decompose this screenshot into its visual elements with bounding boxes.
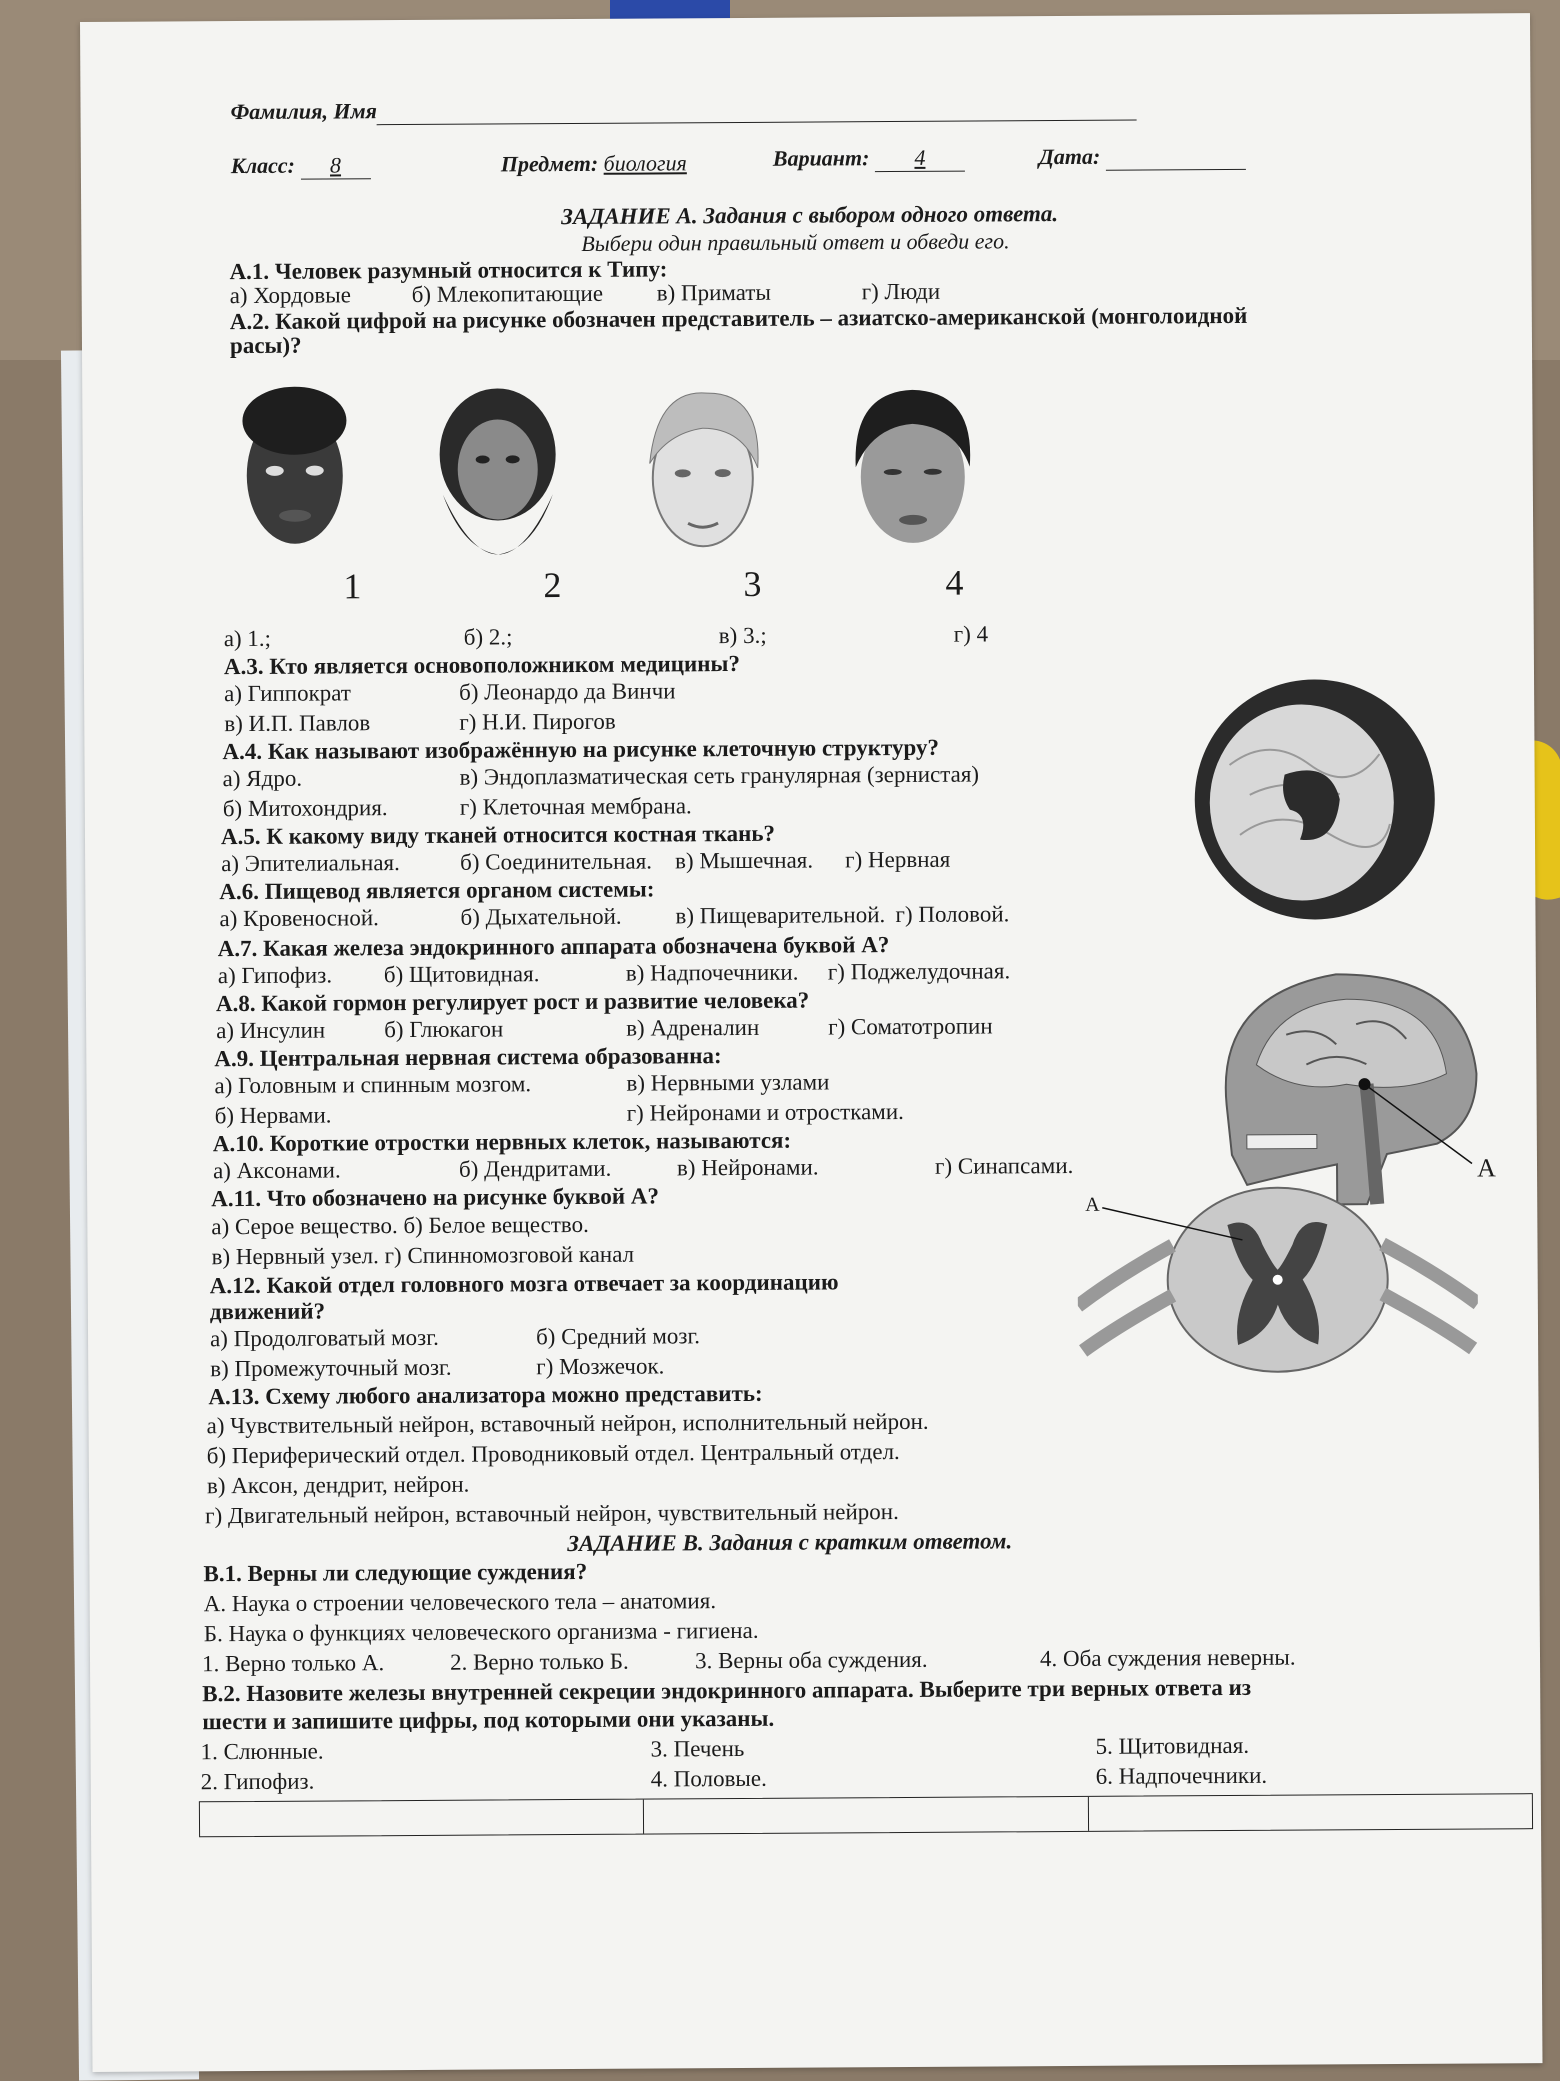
question-a12: А.12. Какой отдел головного мозга отвечает за координацию bbox=[209, 1269, 839, 1299]
face-figure-4 bbox=[837, 371, 988, 572]
date-label: Дата: bbox=[1038, 143, 1101, 170]
option-a13-d[interactable]: г) Двигательный нейрон, вставочный нейрон, чувствительный нейрон. bbox=[205, 1499, 899, 1529]
answer-cell-3[interactable] bbox=[1089, 1794, 1533, 1831]
question-a11: А.11. Что обозначено на рисунке буквой А? bbox=[211, 1183, 660, 1212]
option-b2-6[interactable]: 6. Надпочечники. bbox=[1095, 1762, 1268, 1789]
option-a11-cd[interactable]: в) Нервный узел. г) Спинномозговой канал bbox=[211, 1241, 635, 1270]
face-figure-1 bbox=[232, 375, 363, 576]
option-a3-d[interactable]: г) Н.И. Пирогов bbox=[459, 708, 616, 735]
brain-label-a: А bbox=[1476, 1153, 1496, 1183]
option-a6-c[interactable]: в) Пищеварительной. bbox=[675, 902, 886, 929]
spinal-label-a: А bbox=[1085, 1193, 1100, 1216]
option-a10-a[interactable]: а) Аксонами. bbox=[212, 1157, 341, 1184]
option-a5-b[interactable]: б) Соединительная. bbox=[460, 848, 653, 875]
subject-label: Предмет: bbox=[500, 150, 599, 177]
option-a1-d[interactable]: г) Люди bbox=[861, 278, 941, 305]
answer-table bbox=[199, 1793, 1533, 1837]
variant-label: Вариант: bbox=[772, 145, 870, 171]
face-number-4: 4 bbox=[945, 562, 964, 603]
option-a3-a[interactable]: а) Гиппократ bbox=[224, 680, 351, 707]
class-value: 8 bbox=[300, 152, 370, 179]
question-a1: А.1. Человек разумный относится к Типу: bbox=[229, 256, 668, 285]
section-b-title: ЗАДАНИЕ В. Задания с кратким ответом. bbox=[567, 1528, 1013, 1557]
option-a4-a[interactable]: а) Ядро. bbox=[222, 765, 303, 792]
option-a4-d[interactable]: г) Клеточная мембрана. bbox=[459, 793, 692, 820]
question-b2-cont: шести и запишите цифры, под которыми они указаны. bbox=[202, 1705, 775, 1735]
name-line bbox=[377, 94, 1137, 126]
option-a2-d[interactable]: г) 4 bbox=[953, 621, 989, 647]
option-a4-b[interactable]: б) Митохондрия. bbox=[222, 795, 388, 822]
option-b2-5[interactable]: 5. Щитовидная. bbox=[1095, 1732, 1250, 1759]
answer-cell-2[interactable] bbox=[644, 1797, 1089, 1834]
question-a12-cont: движений? bbox=[209, 1298, 326, 1325]
option-a2-c[interactable]: в) 3.; bbox=[718, 622, 767, 649]
test-sheet bbox=[80, 13, 1542, 2072]
question-a3: А.3. Кто является основоположником медицины? bbox=[223, 650, 741, 680]
name-field bbox=[230, 94, 1137, 127]
option-a12-c[interactable]: в) Промежуточный мозг. bbox=[210, 1354, 452, 1382]
option-b2-1[interactable]: 1. Слюнные. bbox=[200, 1738, 324, 1765]
option-a3-b[interactable]: б) Леонардо да Винчи bbox=[459, 678, 676, 705]
option-a5-c[interactable]: в) Мышечная. bbox=[675, 847, 814, 874]
option-a7-d[interactable]: г) Поджелудочная. bbox=[827, 958, 1011, 985]
face-figure-2 bbox=[412, 374, 583, 585]
option-a4-c[interactable]: в) Эндоплазматическая сеть гранулярная (зернистая) bbox=[459, 761, 980, 790]
statement-b1-b: Б. Наука о функциях человеческого организма - гигиена. bbox=[203, 1617, 759, 1647]
option-a7-b[interactable]: б) Щитовидная. bbox=[383, 961, 540, 988]
option-a3-c[interactable]: в) И.П. Павлов bbox=[224, 710, 371, 737]
subject-field bbox=[501, 150, 687, 177]
class-label: Класс: bbox=[230, 152, 296, 179]
question-a10: А.10. Короткие отростки нервных клеток, называются: bbox=[212, 1127, 792, 1157]
option-b2-4[interactable]: 4. Половые. bbox=[650, 1765, 767, 1792]
face-number-2: 2 bbox=[543, 565, 562, 606]
option-b2-2[interactable]: 2. Гипофиз. bbox=[200, 1768, 315, 1795]
option-a12-a[interactable]: а) Продолговатый мозг. bbox=[209, 1324, 439, 1352]
option-a8-d[interactable]: г) Соматотропин bbox=[828, 1013, 993, 1040]
class-field bbox=[231, 152, 371, 180]
option-a5-a[interactable]: а) Эпителиальная. bbox=[221, 850, 400, 877]
question-a2: А.2. Какой цифрой на рисунке обозначен представитель – азиатско-американской (монголоидной bbox=[229, 302, 1248, 335]
question-a4: А.4. Как называют изображённую на рисунке клеточную структуру? bbox=[222, 734, 939, 765]
question-a5: А.5. К какому виду тканей относится костная ткань? bbox=[220, 820, 776, 850]
answer-cell-1[interactable] bbox=[200, 1800, 645, 1837]
option-a13-a[interactable]: а) Чувствительный нейрон, вставочный нейрон, исполнительный нейрон. bbox=[206, 1408, 929, 1439]
option-a12-b[interactable]: б) Средний мозг. bbox=[535, 1323, 701, 1350]
question-a6: А.6. Пищевод является органом системы: bbox=[219, 876, 655, 905]
spinal-cord-figure bbox=[1077, 1183, 1478, 1375]
option-a2-b[interactable]: б) 2.; bbox=[463, 624, 513, 650]
option-b1-1[interactable]: 1. Верно только А. bbox=[201, 1650, 385, 1677]
option-a11-ab[interactable]: а) Серое вещество. б) Белое вещество. bbox=[211, 1211, 589, 1240]
option-a8-b[interactable]: б) Глюкагон bbox=[384, 1016, 504, 1043]
option-a7-a[interactable]: а) Гипофиз. bbox=[217, 962, 333, 989]
option-a6-d[interactable]: г) Половой. bbox=[895, 901, 1010, 928]
statement-b1-a: А. Наука о строении человеческого тела – анатомия. bbox=[203, 1588, 717, 1617]
option-a10-c[interactable]: в) Нейронами. bbox=[676, 1154, 819, 1181]
option-a1-a[interactable]: а) Хордовые bbox=[229, 282, 351, 309]
question-b1: В.1. Верны ли следующие суждения? bbox=[203, 1558, 588, 1587]
section-a-title: ЗАДАНИЕ А. Задания с выбором одного ответа. bbox=[561, 201, 1059, 230]
option-b1-2[interactable]: 2. Верно только Б. bbox=[449, 1648, 629, 1675]
option-a7-c[interactable]: в) Надпочечники. bbox=[625, 959, 799, 986]
option-a13-b[interactable]: б) Периферический отдел. Проводниковый отдел. Центральный отдел. bbox=[206, 1439, 900, 1469]
option-a12-d[interactable]: г) Мозжечок. bbox=[536, 1353, 665, 1380]
option-a10-b[interactable]: б) Дендритами. bbox=[458, 1155, 612, 1182]
option-a8-a[interactable]: а) Инсулин bbox=[216, 1017, 326, 1044]
option-a8-c[interactable]: в) Адреналин bbox=[626, 1014, 760, 1041]
option-a1-c[interactable]: в) Приматы bbox=[656, 279, 771, 306]
option-b1-3[interactable]: 3. Верны оба суждения. bbox=[694, 1646, 928, 1674]
option-a1-b[interactable]: б) Млекопитающие bbox=[411, 280, 604, 307]
option-a9-b[interactable]: б) Нервами. bbox=[214, 1102, 332, 1129]
option-a6-b[interactable]: б) Дыхательной. bbox=[460, 903, 622, 930]
variant-field bbox=[773, 145, 965, 173]
face-number-1: 1 bbox=[343, 566, 362, 607]
date-field bbox=[1039, 143, 1246, 171]
question-a13: А.13. Схему любого анализатора можно представить: bbox=[208, 1380, 763, 1410]
option-b2-3[interactable]: 3. Печень bbox=[650, 1735, 745, 1762]
option-a2-a[interactable]: а) 1.; bbox=[223, 625, 272, 652]
option-a10-d[interactable]: г) Синапсами. bbox=[934, 1152, 1074, 1179]
question-a9: А.9. Центральная нервная система образованна: bbox=[214, 1043, 722, 1072]
date-line bbox=[1106, 143, 1246, 171]
option-b1-4[interactable]: 4. Оба суждения неверны. bbox=[1039, 1644, 1296, 1672]
option-a9-d[interactable]: г) Нейронами и отростками. bbox=[626, 1098, 904, 1126]
face-number-3: 3 bbox=[743, 563, 762, 604]
option-a5-d[interactable]: г) Нервная bbox=[845, 846, 951, 873]
name-label: Фамилия, Имя bbox=[230, 98, 378, 125]
question-a8: А.8. Какой гормон регулирует рост и развитие человека? bbox=[215, 987, 810, 1017]
brain-skull-figure bbox=[1186, 953, 1528, 1215]
question-a2-cont: расы)? bbox=[229, 332, 302, 359]
question-b2: В.2. Назовите железы внутренней секреции эндокринного аппарата. Выберите три верных ответа из bbox=[202, 1674, 1252, 1707]
cell-structure-figure bbox=[1189, 674, 1441, 926]
question-a7: А.7. Какая железа эндокринного аппарата обозначена буквой А? bbox=[217, 932, 890, 962]
option-a13-c[interactable]: в) Аксон, дендрит, нейрон. bbox=[206, 1471, 470, 1499]
subject-value: биология bbox=[603, 150, 687, 176]
section-a-subtitle: Выбери один правильный ответ и обведи его. bbox=[581, 228, 1010, 256]
option-a6-a[interactable]: а) Кровеносной. bbox=[219, 905, 379, 932]
variant-value: 4 bbox=[875, 145, 965, 173]
option-a9-a[interactable]: а) Головным и спинным мозгом. bbox=[214, 1071, 532, 1099]
face-figure-3 bbox=[627, 373, 778, 574]
option-a9-c[interactable]: в) Нервными узлами bbox=[626, 1069, 830, 1096]
